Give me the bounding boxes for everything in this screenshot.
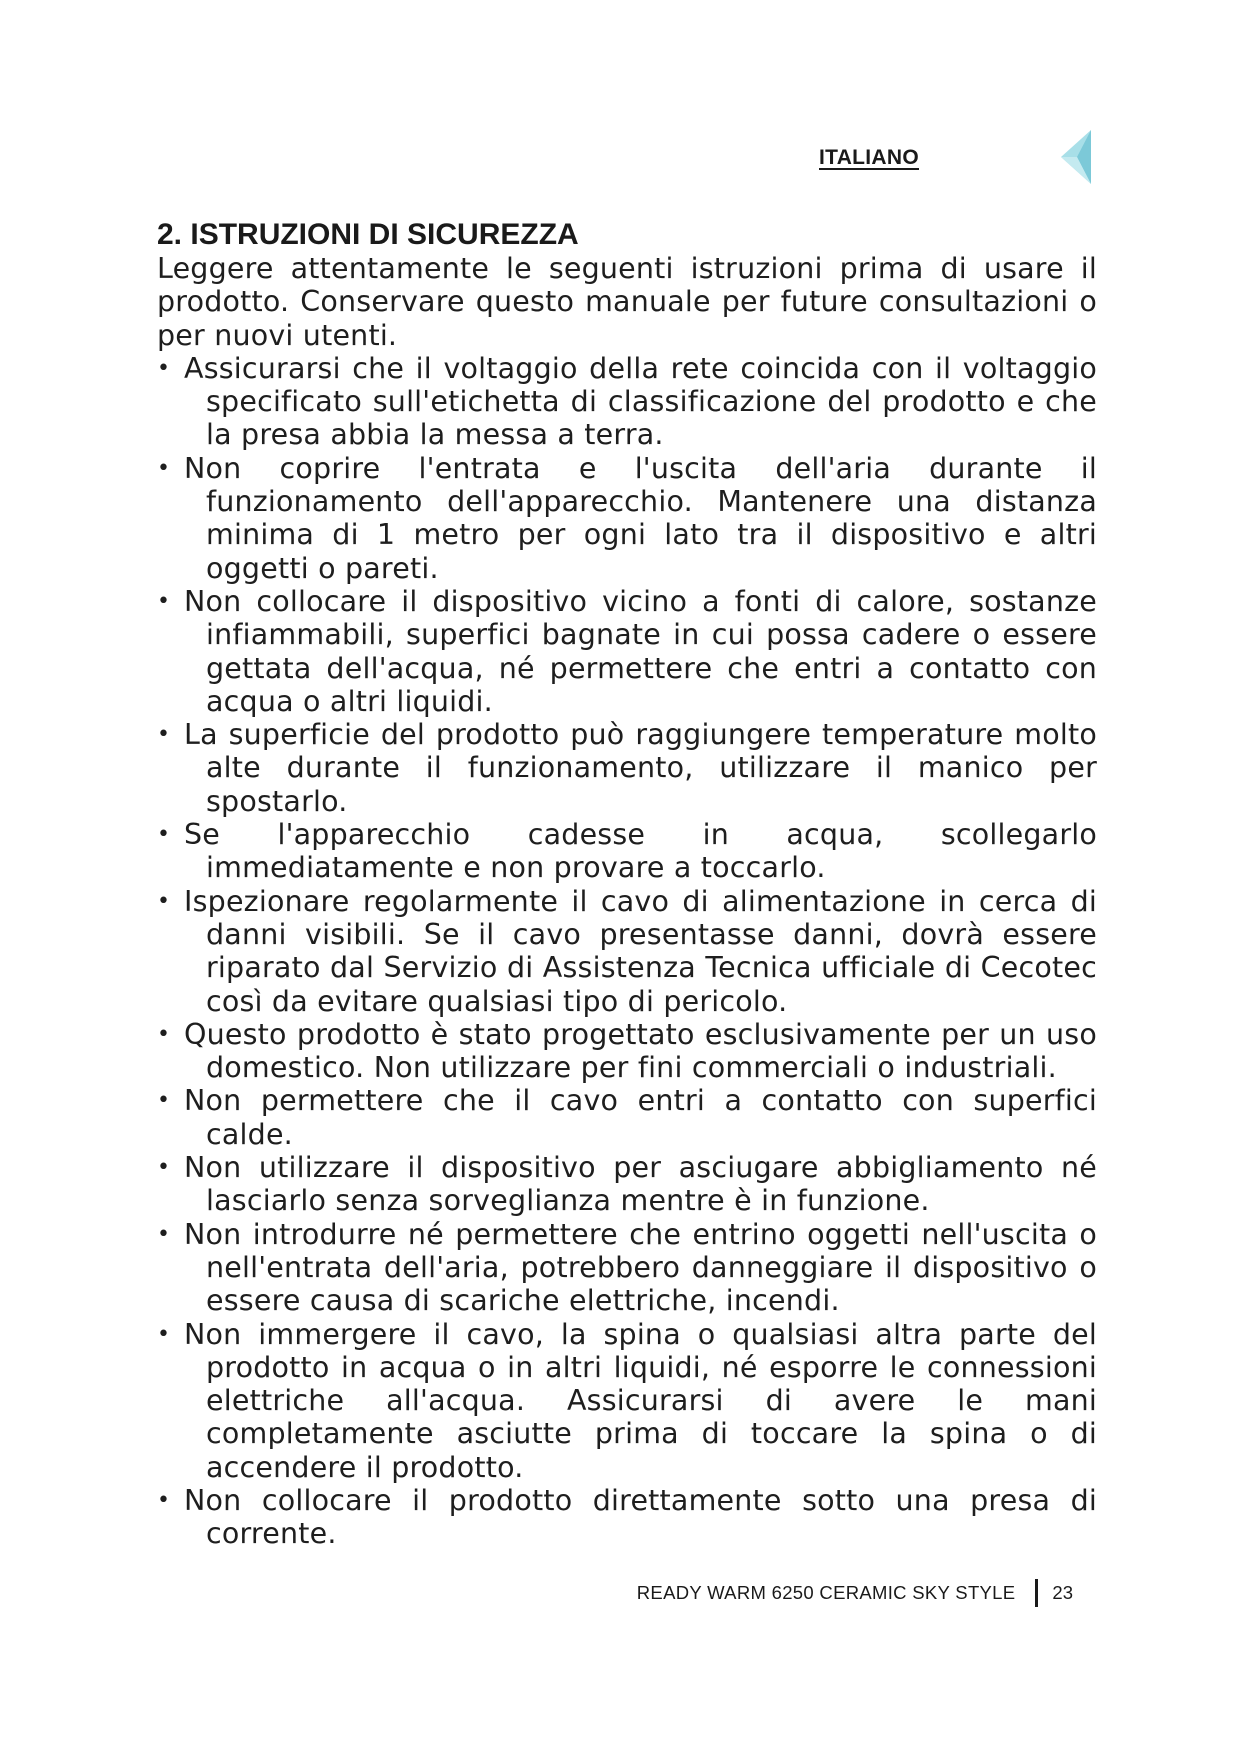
list-item-text: Non immergere il cavo, la spina o qualsiasi altra parte del prodotto in acqua o in altri liquidi, né esporre le connessioni elettriche all'acqua. Assicurarsi di avere le mani completamente asciutte prima di toccare la spina o di accendere il prodotto. xyxy=(184,1317,1097,1484)
list-item xyxy=(157,1018,1097,1085)
product-name: READY WARM 6250 CERAMIC SKY STYLE xyxy=(636,1582,1016,1603)
list-item xyxy=(157,885,1097,1018)
section-intro: Leggere attentamente le seguenti istruzioni prima di usare il prodotto. Conservare questo manuale per future consultazioni o per nuovi utenti. xyxy=(157,252,1097,352)
footer-divider xyxy=(1035,1579,1038,1607)
list-item-text: Ispezionare regolarmente il cavo di alimentazione in cerca di danni visibili. Se il cavo presentasse danni, dovrà essere riparato dal Servizio di Assistenza Tecnica ufficiale di Cecotec così da evitare qualsiasi tipo di pericolo. xyxy=(184,884,1097,1018)
list-item xyxy=(157,1218,1097,1318)
list-item xyxy=(157,818,1097,885)
bullet: • xyxy=(157,355,171,381)
list-item-text: Questo prodotto è stato progettato esclusivamente per un uso domestico. Non utilizzare per fini commerciali o industriali. xyxy=(184,1017,1097,1085)
list-item-text: Non collocare il prodotto direttamente sotto una presa di corrente. xyxy=(184,1483,1097,1551)
list-item-text: Non permettere che il cavo entri a contatto con superfici calde. xyxy=(184,1084,1097,1151)
bullet: • xyxy=(157,1155,171,1181)
list-item xyxy=(157,585,1097,718)
bullet: • xyxy=(157,1221,171,1247)
list-item xyxy=(157,1318,1097,1484)
bullet: • xyxy=(157,588,171,614)
bullet: • xyxy=(157,455,171,481)
page-number: 23 xyxy=(1052,1582,1073,1603)
bullet: • xyxy=(157,888,171,914)
bullet: • xyxy=(157,1321,171,1347)
page-footer xyxy=(637,1579,1073,1607)
list-item xyxy=(157,352,1097,452)
list-item-text: Non utilizzare il dispositivo per asciugare abbigliamento né lasciarlo senza sorveglianza mentre è in funzione. xyxy=(184,1151,1097,1218)
list-item-text: Assicurarsi che il voltaggio della rete coincida con il voltaggio specificato sull'etichetta di classificazione del prodotto e che la presa abbia la messa a terra. xyxy=(184,351,1097,452)
list-item xyxy=(157,452,1097,585)
list-item xyxy=(157,1484,1097,1551)
bullet: • xyxy=(157,822,171,848)
list-item-text: La superficie del prodotto può raggiungere temperature molto alte durante il funzionamento, utilizzare il manico per spostarlo. xyxy=(184,718,1097,818)
safety-instructions-section xyxy=(157,218,1097,1551)
bullet: • xyxy=(157,722,171,748)
bullet: • xyxy=(157,1021,171,1047)
section-title: 2. ISTRUZIONI DI SICUREZZA xyxy=(157,218,579,251)
list-item-text: Non collocare il dispositivo vicino a fonti di calore, sostanze infiammabili, superfici bagnate in cui possa cadere o essere gettata dell'acqua, né permettere che entri a contatto con acqua o altri liquidi. xyxy=(184,584,1097,718)
list-item-text: Non coprire l'entrata e l'uscita dell'aria durante il funzionamento dell'apparecchio. Mantenere una distanza minima di 1 metro per ogni lato tra il dispositivo e altri oggetti o pareti. xyxy=(184,451,1097,585)
list-item xyxy=(157,1151,1097,1218)
list-item xyxy=(157,1084,1097,1151)
language-label: ITALIANO xyxy=(819,146,919,169)
bullet: • xyxy=(157,1487,171,1513)
list-item xyxy=(157,718,1097,818)
bullet: • xyxy=(157,1088,171,1114)
list-item-text: Non introdurre né permettere che entrino oggetti nell'uscita o nell'entrata dell'aria, potrebbero danneggiare il dispositivo o essere causa di scariche elettriche, incendi. xyxy=(184,1217,1097,1318)
safety-list xyxy=(157,352,1097,1551)
language-tab-icon xyxy=(1057,130,1091,184)
list-item-text: Se l'apparecchio cadesse in acqua, scollegarlo immediatamente e non provare a toccarlo. xyxy=(184,818,1097,885)
